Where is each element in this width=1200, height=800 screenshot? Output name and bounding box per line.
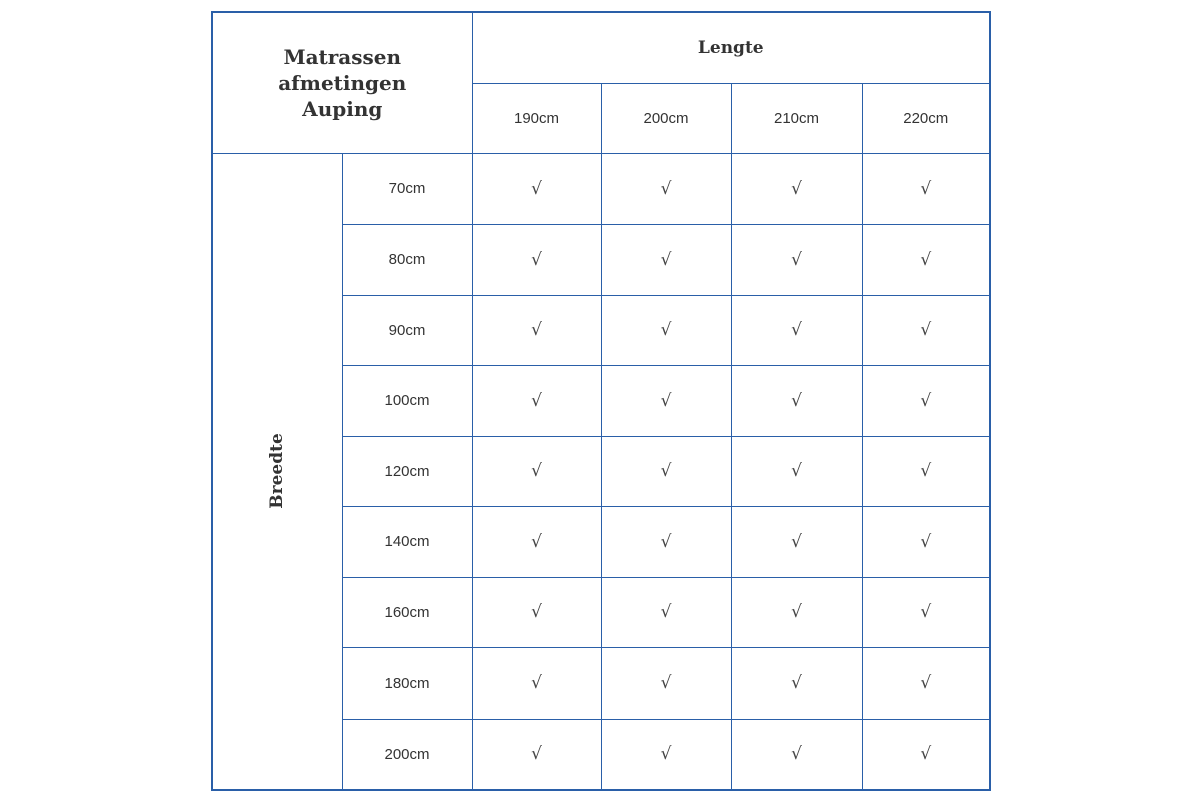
checkmark-icon: √ bbox=[791, 249, 802, 270]
checkmark-icon: √ bbox=[531, 673, 542, 693]
checkmark-icon: √ bbox=[531, 320, 542, 340]
checkmark-icon: √ bbox=[660, 673, 672, 693]
checkmark-icon: √ bbox=[531, 178, 542, 199]
checkmark-icon: √ bbox=[660, 390, 672, 411]
availability-cell bbox=[731, 365, 862, 436]
length-200-header: 200cm bbox=[601, 83, 731, 153]
length-header: Lengte bbox=[472, 12, 990, 83]
availability-cell bbox=[601, 506, 731, 577]
checkmark-icon: √ bbox=[660, 320, 672, 340]
checkmark-icon: √ bbox=[531, 461, 542, 481]
checkmark-icon: √ bbox=[660, 602, 672, 622]
mattress-size-table bbox=[211, 11, 991, 791]
availability-cell bbox=[862, 153, 990, 224]
checkmark-icon: √ bbox=[920, 673, 932, 693]
checkmark-icon: √ bbox=[531, 531, 542, 552]
availability-cell bbox=[862, 719, 990, 790]
checkmark-icon: √ bbox=[531, 249, 542, 270]
checkmark-icon: √ bbox=[531, 390, 542, 411]
availability-cell bbox=[472, 577, 601, 647]
availability-cell bbox=[472, 295, 601, 365]
checkmark-icon: √ bbox=[920, 602, 932, 622]
availability-cell bbox=[472, 719, 601, 790]
checkmark-icon: √ bbox=[920, 320, 932, 340]
checkmark-icon: √ bbox=[791, 744, 802, 765]
width-header: Breedte bbox=[267, 433, 288, 510]
width-label: 70cm bbox=[342, 153, 472, 224]
availability-cell bbox=[472, 436, 601, 506]
width-label: 80cm bbox=[342, 224, 472, 295]
checkmark-icon: √ bbox=[791, 673, 802, 693]
length-220-header: 220cm bbox=[862, 83, 990, 153]
availability-cell bbox=[731, 153, 862, 224]
width-label: 100cm bbox=[342, 365, 472, 436]
availability-cell bbox=[472, 153, 601, 224]
header-row-top bbox=[212, 12, 990, 83]
availability-cell bbox=[731, 647, 862, 719]
checkmark-icon: √ bbox=[531, 744, 542, 765]
availability-cell bbox=[601, 436, 731, 506]
availability-cell bbox=[472, 506, 601, 577]
width-label: 200cm bbox=[342, 719, 472, 790]
availability-cell bbox=[731, 506, 862, 577]
availability-cell bbox=[731, 436, 862, 506]
availability-cell bbox=[472, 365, 601, 436]
availability-cell bbox=[601, 224, 731, 295]
checkmark-icon: √ bbox=[920, 178, 932, 199]
width-label: 120cm bbox=[342, 436, 472, 506]
checkmark-icon: √ bbox=[791, 461, 802, 481]
table-title bbox=[212, 12, 472, 153]
checkmark-icon: √ bbox=[660, 249, 672, 270]
checkmark-icon: √ bbox=[660, 744, 672, 765]
checkmark-icon: √ bbox=[920, 390, 932, 411]
availability-cell bbox=[601, 153, 731, 224]
availability-cell bbox=[862, 436, 990, 506]
width-label: 90cm bbox=[342, 295, 472, 365]
availability-cell bbox=[862, 365, 990, 436]
checkmark-icon: √ bbox=[791, 178, 802, 199]
availability-cell bbox=[472, 224, 601, 295]
availability-cell bbox=[731, 295, 862, 365]
checkmark-icon: √ bbox=[660, 178, 672, 199]
checkmark-icon: √ bbox=[920, 249, 932, 270]
availability-cell bbox=[472, 647, 601, 719]
checkmark-icon: √ bbox=[791, 320, 802, 340]
availability-cell bbox=[601, 577, 731, 647]
availability-cell bbox=[862, 224, 990, 295]
availability-cell bbox=[601, 719, 731, 790]
table-row bbox=[212, 153, 990, 224]
availability-cell bbox=[862, 647, 990, 719]
availability-cell bbox=[601, 295, 731, 365]
availability-cell bbox=[731, 719, 862, 790]
width-label: 160cm bbox=[342, 577, 472, 647]
checkmark-icon: √ bbox=[791, 602, 802, 622]
length-190-header: 190cm bbox=[472, 83, 601, 153]
checkmark-icon: √ bbox=[660, 461, 672, 481]
availability-cell bbox=[731, 224, 862, 295]
checkmark-icon: √ bbox=[660, 531, 672, 552]
availability-cell bbox=[862, 506, 990, 577]
checkmark-icon: √ bbox=[791, 531, 802, 552]
table-title-line-1: Matrassen bbox=[283, 44, 402, 69]
width-label: 140cm bbox=[342, 506, 472, 577]
availability-cell bbox=[862, 295, 990, 365]
checkmark-icon: √ bbox=[920, 461, 932, 481]
availability-cell bbox=[862, 577, 990, 647]
availability-cell bbox=[601, 647, 731, 719]
checkmark-icon: √ bbox=[920, 744, 932, 765]
table-title-line-3: Auping bbox=[302, 96, 383, 121]
checkmark-icon: √ bbox=[531, 602, 542, 622]
checkmark-icon: √ bbox=[920, 531, 932, 552]
checkmark-icon: √ bbox=[791, 390, 802, 411]
availability-cell bbox=[601, 365, 731, 436]
width-header-cell bbox=[212, 153, 342, 790]
availability-cell bbox=[731, 577, 862, 647]
length-210-header: 210cm bbox=[731, 83, 862, 153]
table-title-line-2: afmetingen bbox=[278, 70, 407, 95]
width-label: 180cm bbox=[342, 647, 472, 719]
